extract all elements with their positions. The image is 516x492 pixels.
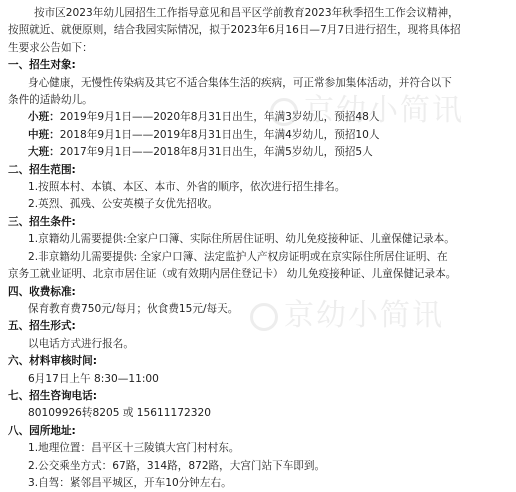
scope-item-2: 2.英烈、孤残、公安英模子女优先招收。: [28, 198, 219, 211]
scope-item-1: 1.按照本村、本镇、本区、本市、外省的顺序，依次进行招生排名。: [28, 181, 346, 194]
class-row-middle: [8, 127, 508, 144]
form-body: 以电话方式进行报名。: [28, 337, 134, 350]
class-text: 2018年9月1日——2019年8月31日出生，年满4岁幼儿，预招10人: [59, 128, 380, 141]
address-item-2: 2.公交乘坐方式：67路，314路，872路，大宫门站下车即到。: [28, 459, 326, 472]
intro-line-2: 按照就近、就便原则，结合我园实际情况，拟于2023年6月16日—7月7日进行招生，现将具体招: [8, 24, 461, 37]
class-name: 大班：: [28, 146, 60, 159]
class-text: 2017年9月1日——2018年8月31日出生，年满5岁幼儿，预招5人: [59, 146, 373, 159]
section-heading-address: 八、园所地址:: [8, 424, 76, 437]
section-heading-phone: 七、招生咨询电话:: [8, 389, 97, 402]
intro-line-3: 生要求公告如下：: [8, 41, 93, 54]
fees-body: 保育教育费750元/每月；伙食费15元/每天。: [28, 302, 239, 315]
section-heading-fees: 四、收费标准:: [8, 285, 76, 298]
class-row-large: [8, 144, 508, 161]
conditions-item-1: 1.京籍幼儿需要提供:全家户口簿、实际住所居住证明、幼儿免疫接种证、儿童保健记录本。: [28, 233, 455, 246]
review-time-body: 6月17日上午 8:30—11:00: [28, 372, 159, 385]
section-heading-target: 一、招生对象:: [8, 59, 76, 72]
watermark-text: 京幼小简讯: [304, 93, 464, 128]
address-item-1: 1.地理位置：昌平区十三陵镇大宫门村村东。: [28, 442, 240, 455]
conditions-item-2b: 京务工就业证明、北京市居住证（或有效期内居住登记卡） 幼儿免疫接种证、儿童保健记录本。: [8, 268, 457, 281]
class-name: 小班：: [28, 111, 60, 124]
target-body-2: 条件的适龄幼儿。: [8, 94, 93, 107]
address-item-3: 3.自驾：紧邻昌平城区，开车10分钟左右。: [28, 476, 232, 489]
section-heading-conditions: 三、招生条件:: [8, 215, 76, 228]
section-heading-scope: 二、招生范围:: [8, 163, 76, 176]
class-row-small: [8, 109, 508, 126]
section-heading-review-time: 六、材料审核时间:: [8, 355, 97, 368]
class-text: 2019年9月1日——2020年8月31日出生，年满3岁幼儿，预招48人: [59, 111, 380, 124]
section-heading-form: 五、招生形式:: [8, 320, 76, 333]
conditions-item-2a: 2.非京籍幼儿需要提供: 全家户口簿、法定监护人产权房证明或在京实际住所居住证明、在: [28, 250, 448, 263]
intro-line-1: 按市区2023年幼儿园招生工作指导意见和昌平区学前教育2023年秋季招生工作会议精神，: [34, 7, 459, 19]
class-name: 中班：: [28, 128, 60, 141]
watermark-text: 京幼小简讯: [284, 298, 444, 333]
phone-body: 80109926转8205 或 15611172320: [28, 407, 211, 420]
target-body-1: 身心健康，无慢性传染病及其它不适合集体生活的疾病，可正常参加集体活动，并符合以下: [28, 76, 452, 89]
